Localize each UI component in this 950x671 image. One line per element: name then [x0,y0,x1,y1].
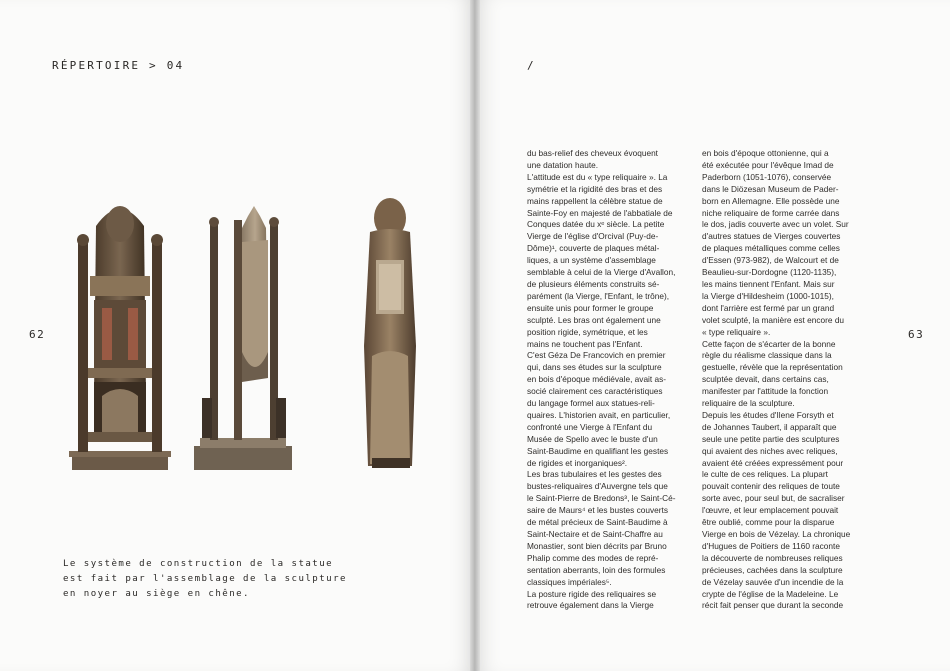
page-number-left: 62 [29,328,46,341]
text-line: en bois d'époque médiévale, avait as- [527,374,667,385]
text-line: avaient été créées expressément pour [702,457,844,468]
text-line: seule une petite partie des sculptures [702,433,840,444]
text-line: sentation aberrants, loin des formules [527,564,666,575]
text-line: born en Allemagne. Elle possède une [702,195,840,206]
text-line: Phalip comme des modes de repré- [527,552,659,563]
text-line: d'Essen (973-982), de Walcourt et de [702,255,839,266]
text-line: Sainte-Foy en majesté de l'abbatiale de [527,207,673,218]
text-line: semblable à celui de la Vierge d'Avallon, [527,267,676,278]
text-line: classiques impériales⁵. [527,576,612,587]
text-line: sculpté. Les bras ont également une [527,314,661,325]
reliquary-throne-front-icon [66,196,174,472]
text-line: sorte avec, pour seul but, de sacraliser [702,493,845,504]
text-line: de Vézelay sauvée d'un incendie de la [702,576,844,587]
right-page [475,0,950,671]
text-line: Vierge de l'église d'Orcival (Puy-de- [527,231,659,242]
text-line: volet sculpté, la manière est encore du [702,314,845,325]
text-line: Beaulieu-sur-Dordogne (1120-1135), [702,267,837,278]
text-line: le Saint-Pierre de Bredons³, le Saint-Cé- [527,493,676,504]
text-line: être oublié, comme pour la disparue [702,517,835,528]
text-line: L'attitude est du « type reliquaire ». La [527,171,668,182]
text-line: socié clairement ces caractéristiques [527,386,663,397]
text-line: Cette façon de s'écarter de la bonne [702,338,836,349]
reliquary-throne-back-icon [192,202,294,474]
caption-line: est fait par l'assemblage de la sculpture [63,574,347,584]
text-line: d'autres statues de Vierges couvertes [702,231,841,242]
text-line: ensuite unis pour former le groupe [527,302,654,313]
text-line: manifester par l'attitude la fonction [702,386,829,397]
virgin-statue-back-icon [354,196,426,472]
text-line: précieuses, cachées dans la sculpture [702,564,843,575]
text-line: sculptée devait, dans certains cas, [702,374,829,385]
caption-line: en noyer au siège en chêne. [63,589,250,599]
text-line: de métal précieux de Saint-Baudime à [527,517,668,528]
text-line: Dôme)¹, couverte de plaques métal- [527,243,660,254]
text-line: crypte de l'église de la Madeleine. Le [702,588,839,599]
text-line: du langage formel aux statues-reli- [527,398,655,409]
running-header: RÉPERTOIRE > 04 [52,59,185,72]
text-line: en bois d'époque ottonienne, qui a [702,148,829,158]
text-line: les mains tiennent l'Enfant. Mais sur [702,278,835,289]
text-line: quaires. L'historien avait, en particulier, [527,409,671,420]
text-line: de plaques métalliques comme celles [702,243,840,254]
text-column-2 [702,148,851,612]
text-line: Saint-Nectaire et de Saint-Chaffre au [527,529,663,539]
text-line: dans le Diözesan Museum de Pader- [702,183,839,194]
text-line: liques, a un système d'assemblage [527,255,656,266]
caption-line: Le système de construction de la statue [63,559,334,569]
text-line: C'est Géza De Francovich en premier [527,350,666,361]
text-line: récit fait penser que durant la seconde [702,600,844,611]
text-line: Conques datée du xᵉ siècle. La petite [527,219,665,230]
text-line: Monastier, sont bien décrits par Bruno [527,540,667,551]
text-line: confronté une Vierge à l'Enfant du [527,421,653,432]
text-line: « type reliquaire ». [702,326,771,337]
text-line: une datation haute. [527,159,599,170]
text-line: bustes-reliquaires d'Auvergne tels que [527,481,668,492]
text-line: été exécutée pour l'évêque Imad de [702,159,834,170]
book-spine [470,0,480,671]
text-line: La posture rigide des reliquaires se [527,588,657,599]
text-line: symétrie et la rigidité des bras et des [527,183,663,194]
text-line: saire de Maurs⁴ et les bustes couverts [527,505,668,516]
text-line: reliquaire de la sculpture. [702,398,795,409]
text-line: de Johannes Taubert, il apparaît que [702,421,837,432]
text-line: retrouve également dans la Vierge [527,600,654,611]
text-line: du bas-relief des cheveux évoquent [527,148,658,158]
text-line: parément (la Vierge, l'Enfant, le trône), [527,290,670,301]
text-line: Saint-Baudime en qualifiant les gestes [527,445,669,456]
text-line: pouvait contenir des reliques de toute [702,481,840,492]
running-header-slash: / [527,59,534,72]
text-line: qui, dans ses études sur la sculpture [527,362,662,373]
text-line: l'œuvre, et leur emplacement pouvait [702,505,839,516]
text-line: Vierge en bois de Vézelay. La chronique [702,529,851,539]
text-line: de rigides et inorganiques². [527,457,628,468]
text-line: dont l'arrière est fermé par un grand [702,302,835,313]
text-line: Depuis les études d'Ilene Forsyth et [702,409,834,420]
text-line: Paderborn (1051-1076), conservée [702,171,832,182]
text-line: le dos, jadis couverte avec un volet. Sur [702,219,849,230]
text-line: la découverte de nombreuses reliques [702,552,843,563]
text-line: de plusieurs éléments construits sé- [527,278,660,289]
text-line: le culte de ces reliques. La plupart [702,469,828,480]
statue-photos [60,190,440,480]
text-line: Musée de Spello avec le buste d'un [527,433,658,444]
text-line: la Vierge d'Hildesheim (1000-1015), [702,290,834,301]
figure-caption [63,557,363,602]
text-column-1 [527,148,676,612]
text-line: gestuelle, révèle que la représentation [702,362,843,373]
text-line: Les bras tubulaires et les gestes des [527,469,662,480]
text-line: qui avaient des niches avec reliques, [702,445,838,456]
page-number-right: 63 [908,328,925,341]
text-line: niche reliquaire de forme carrée dans [702,207,840,218]
text-line: règle du réalisme classique dans la [702,350,832,361]
text-line: mains ne touchent pas l'Enfant. [527,338,643,349]
text-line: d'Hugues de Poitiers de 1160 raconte [702,540,840,551]
text-line: mains rappellent la célèbre statue de [527,195,663,206]
text-line: position rigide, symétrique, et les [527,326,648,337]
